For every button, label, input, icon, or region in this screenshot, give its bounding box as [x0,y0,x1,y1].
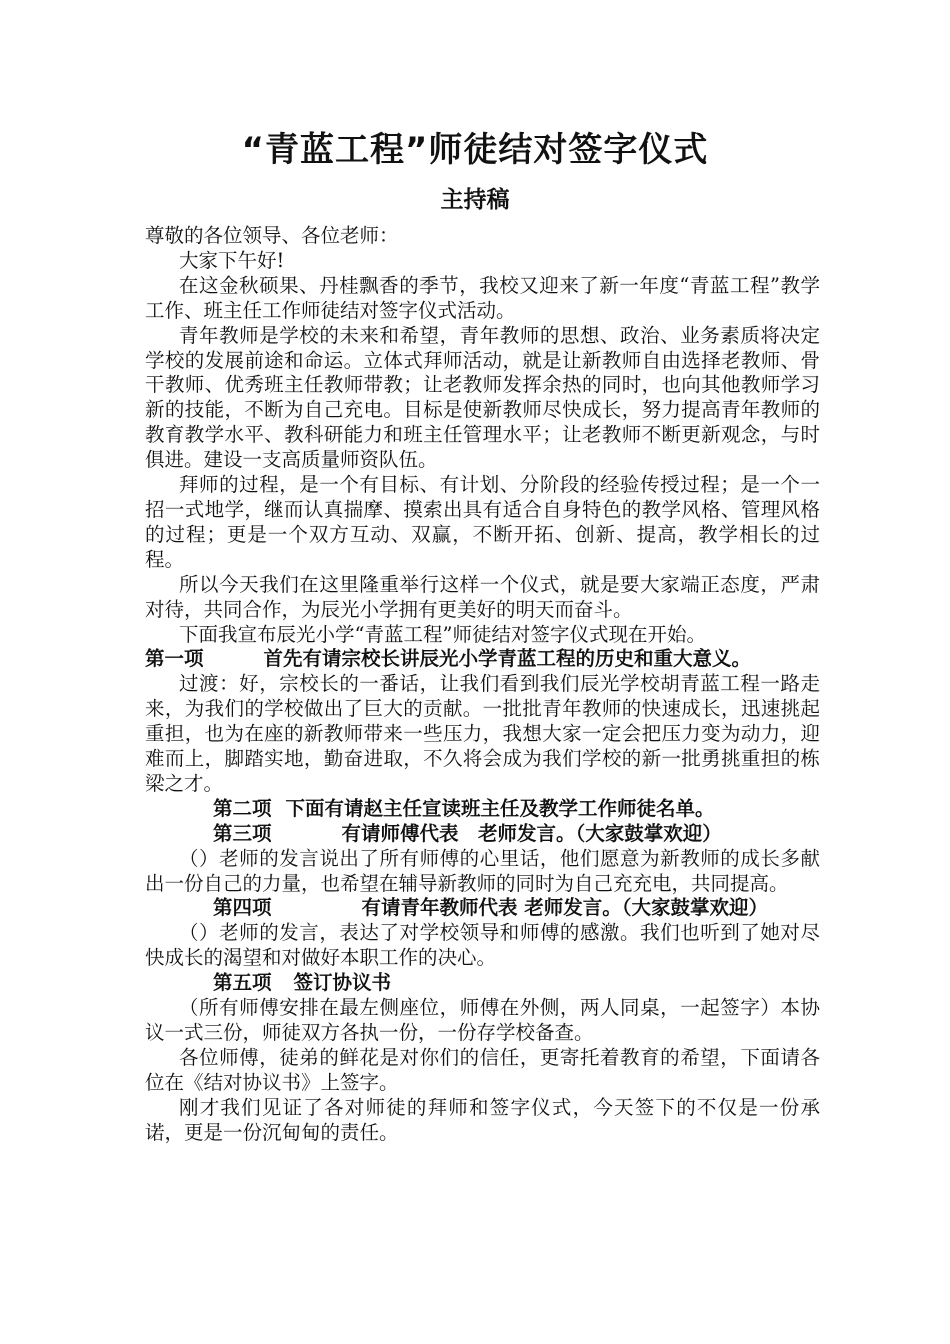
agenda-item-1 [145,647,820,672]
agenda-item-2-text: 下面有请赵主任宣读班主任及教学工作师徒名单。 [285,796,715,820]
agenda-item-4-label: 第四项 [213,896,272,920]
greeting: 尊敬的各位领导、各位老师： [145,224,399,247]
agenda-item-1-label: 第一项 [145,647,204,671]
paragraph-9: （）老师的发言，表达了对学校领导和师傅的感激。我们也听到了她对尽快成长的渴望和对做好本职工作的决心。 [145,921,820,970]
agenda-item-1-text: 首先有请宗校长讲辰光小学青蓝工程的历史和重大意义。 [263,647,752,671]
document-title: “青蓝工程”师徒结对签字仪式 [241,130,709,170]
agenda-item-5-text: 签订协议书 [293,971,392,995]
document-body [145,224,820,1146]
agenda-item-3-label: 第三项 [213,821,272,845]
paragraph-3: 青年教师是学校的未来和希望，青年教师的思想、政治、业务素质将决定学校的发展前途和命运。立体式拜师活动，就是让新教师自由选择老教师、骨干教师、优秀班主任教师带教；让老教师发挥余热的同时，也向其他教师学习新的技能，不断为自己充电。目标是使新教师尽快成长，努力提高青年教师的教育教学水平、教科研能力和班主任管理水平；让老教师不断更新观念，与时俱进。建设一支高质量师资队伍。 [145,323,820,472]
paragraph-7: 过渡：好，宗校长的一番话，让我们看到我们辰光学校胡青蓝工程一路走来，为我们的学校做出了巨大的贡献。一批批青年教师的快速成长，迅速挑起重担，也为在座的新教师带来一些压力，我想大家一定会把压力变为动力，迎难而上，脚踏实地，勤奋进取，不久将会成为我们学校的新一批勇挑重担的栋梁之才。 [145,672,820,795]
agenda-item-5 [145,971,820,996]
document-subtitle: 主持稿 [440,187,510,213]
paragraph-6: 下面我宣布辰光小学“青蓝工程”师徒结对签字仪式现在开始。 [179,622,706,646]
paragraph-10: （所有师傅安排在最左侧座位，师傅在外侧，两人同桌，一起签字）本协议一式三份，师徒双方各执一份，一份存学校备查。 [145,996,820,1044]
paragraph-2: 在这金秋硕果、丹桂飘香的季节，我校又迎来了新一年度“青蓝工程”教学工作、班主任工作师徒结对签字仪式活动。 [145,273,820,322]
agenda-item-3-text: 有请师傅代表 老师发言。（大家鼓掌欢迎） [341,821,722,845]
agenda-item-5-label: 第五项 [213,971,272,995]
agenda-item-4 [145,896,820,921]
paragraph-1: 大家下午好! [179,248,285,272]
agenda-item-3 [145,822,820,847]
paragraph-11: 各位师傅，徒弟的鲜花是对你们的信任，更寄托着教育的希望，下面请各位在《结对协议书》上签字。 [145,1045,820,1094]
agenda-item-4-text: 有请青年教师代表 老师发言。（大家鼓掌欢迎） [361,896,769,920]
paragraph-5: 所以今天我们在这里隆重举行这样一个仪式，就是要大家端正态度，严肃对待，共同合作，为辰光小学拥有更美好的明天而奋斗。 [145,572,820,621]
agenda-item-2 [145,797,820,822]
paragraph-8: （）老师的发言说出了所有师傅的心里话，他们愿意为新教师的成长多献出一份自己的力量，也希望在辅导新教师的同时为自己充充电，共同提高。 [145,846,820,895]
paragraph-4: 拜师的过程，是一个有目标、有计划、分阶段的经验传授过程；是一个一招一式地学，继而认真揣摩、摸索出具有适合自身特色的教学风格、管理风格的过程；更是一个双方互动、双赢，不断开拓、创新、提高，教学相长的过程。 [145,473,820,571]
agenda-item-2-label: 第二项 [213,796,272,820]
paragraph-12: 刚才我们见证了各对师徒的拜师和签字仪式，今天签下的不仅是一份承诺，更是一份沉甸甸的责任。 [145,1095,820,1144]
